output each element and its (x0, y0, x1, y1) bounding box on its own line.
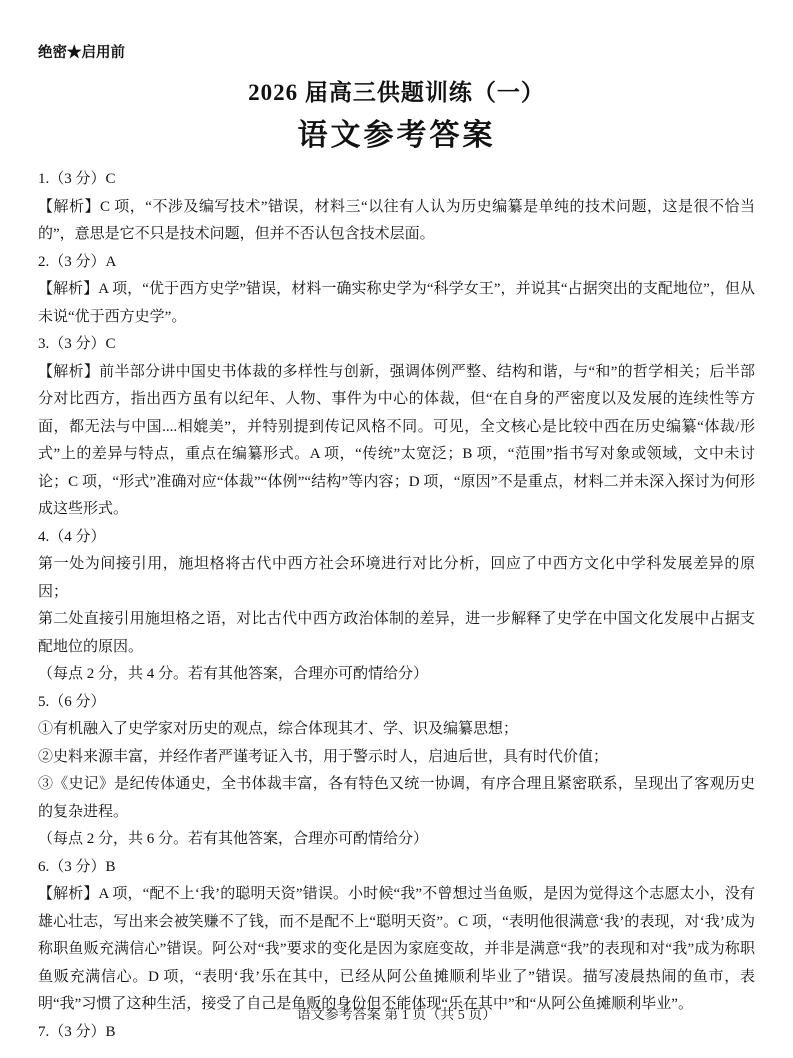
answer-paragraph: ③《史记》是纪传体通史，全书体裁丰富，各有特色又统一协调，有序合理且紧密联系，呈现出了客观历史的复杂进程。 (38, 776, 755, 820)
question-label: 3.（3 分）C (38, 336, 116, 352)
answer-block (38, 689, 755, 854)
classification-label: 绝密★启用前 (38, 45, 125, 61)
document-subtitle: 语文参考答案 (297, 119, 496, 152)
question-label: 2.（3 分）A (38, 253, 117, 270)
answer-block (38, 249, 755, 332)
answer-paragraph: ②史料来源丰富，并经作者严谨考证入书，用于警示时人，启迪后世，具有时代价值； (38, 748, 609, 765)
page-footer: 语文参考答案 第 1 页（共 5 页） (296, 1008, 497, 1023)
question-label: 5.（6 分） (38, 693, 106, 710)
answer-paragraph: （每点 2 分，共 6 分。若有其他答案，合理亦可酌情给分） (38, 831, 429, 847)
answer-paragraph: 第一处为间接引用，施坦格将古代中西方社会环境进行对比分析，回应了中西方文化中学科发展差异的原因； (38, 556, 755, 600)
document-title: 2026 届高三供题训练（一） (248, 80, 545, 105)
question-label: 4.（4 分） (38, 528, 106, 545)
question-label: 1.（3 分）C (38, 171, 116, 187)
answer-paragraph: 第二处直接引用施坦格之语，对比古代中西方政治体制的差异，进一步解释了史学在中国文化发展中占据支配地位的原因。 (38, 611, 755, 655)
answer-paragraph: 【解析】C 项，“不涉及编写技术”错误，材料三“以往有人认为历史编纂是单纯的技术问题，这是很不恰当的”，意思是它不只是技术问题，但并不否认包含技术层面。 (38, 198, 755, 242)
question-label: 7.（3 分）B (38, 1023, 116, 1040)
answer-block (38, 524, 755, 689)
question-label: 6.（3 分）B (38, 858, 116, 875)
answer-block (38, 166, 755, 249)
answer-block (38, 331, 755, 524)
answer-paragraph: 【解析】前半部分讲中国史书体裁的多样性与创新，强调体例严整、结构和谐，与“和”的哲学相关；后半部分对比西方，指出西方虽有以纪年、人物、事件为中心的体裁，但“在自身的严密度以及发展的连续性等方面，都无法与中国....相媲美”，并特别提到传记风格不同。可见，全文核心是比较中西在历史编纂“体裁/形式”上的差异与特点，重点在编纂形式。A 项，“传统”太宽泛；B 项，“范围”指书写对象或领域，文中未讨论；C 项，“形式”准确对应“体裁”“体例”“结构”等内容；D 项，“原因”不是重点，材料二并未深入探讨为何形成这些形式。 (38, 363, 755, 517)
answer-paragraph: 【解析】A 项，“优于西方史学”错误，材料一确实称史学为“科学女王”，并说其“占据突出的支配地位”，但从未说“优于西方史学”。 (38, 281, 755, 325)
answer-block (38, 854, 755, 1019)
answer-paragraph: 【解析】A 项，“配不上‘我’的聪明天资”错误。小时候“我”不曾想过当鱼贩，是因为觉得这个志愿太小，没有雄心壮志，写出来会被笑赚不了钱，而不是配不上“聪明天资”。C 项，“表明他很满意‘我’的表现，对‘我’成为称职鱼贩充满信心”错误。阿公对“我”要求的变化是因为家庭变故，并非是满意“我”的表现和对“我”成为称职鱼贩充满信心。D 项，“表明‘我’乐在其中，已经从阿公鱼摊顺利毕业了”错误。描写凌晨热闹的鱼市，表明“我”习惯了这种生活，接受了自己是鱼贩的身份但不能体现“乐在其中”和“从阿公鱼摊顺利毕业”。 (38, 886, 755, 1012)
answer-paragraph: ①有机融入了史学家对历史的观点，综合体现其才、学、识及编纂思想； (38, 721, 519, 737)
answers-list (38, 166, 755, 1046)
answer-paragraph: （每点 2 分，共 4 分。若有其他答案，合理亦可酌情给分） (38, 666, 429, 682)
